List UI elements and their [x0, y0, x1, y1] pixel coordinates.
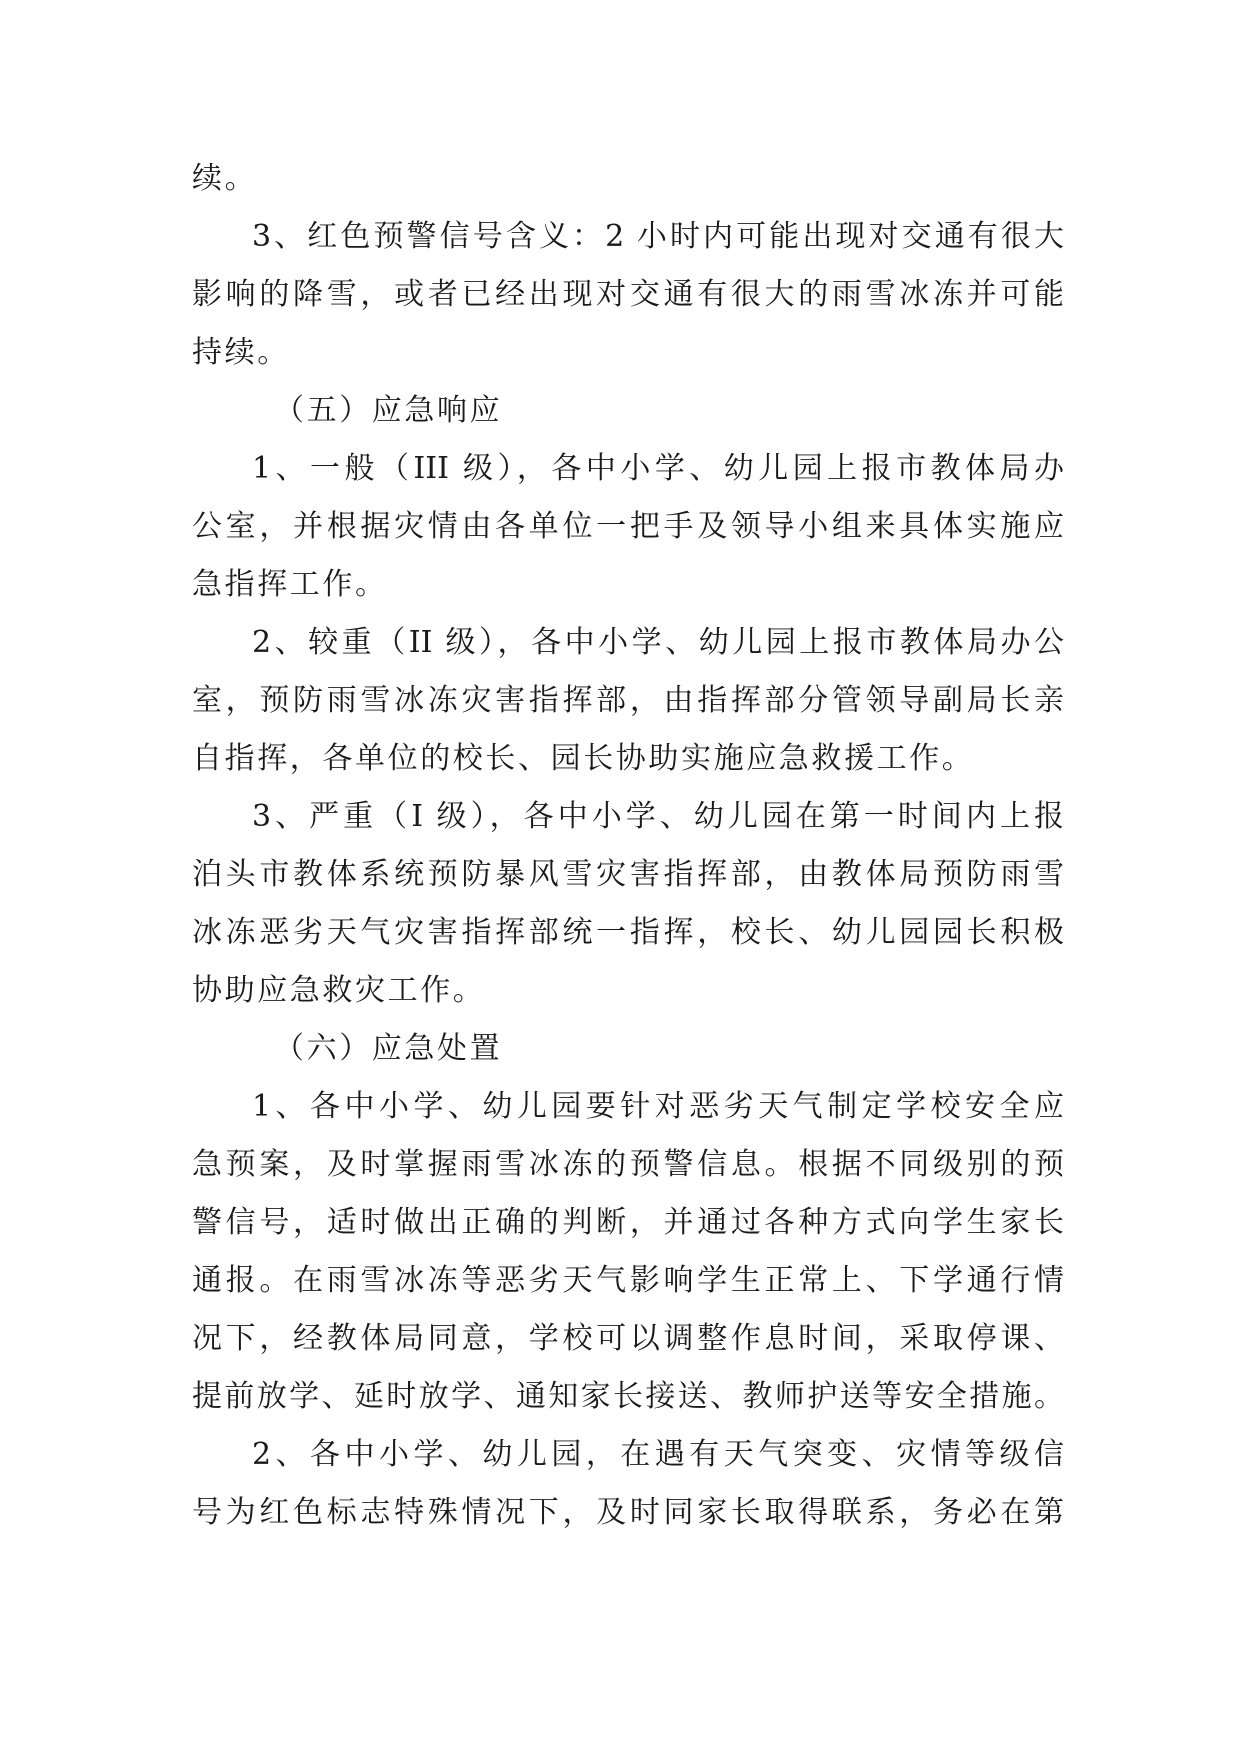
document-body: [192, 150, 1064, 1542]
section-heading: （五）应急响应: [274, 393, 503, 428]
text-line: 急指挥工作。: [192, 567, 388, 602]
text-line: 2、各中小学、幼儿园，在遇有天气突变、灾情等级信: [252, 1437, 1064, 1472]
text-line: 通报。在雨雪冰冻等恶劣天气影响学生正常上、下学通行情: [192, 1263, 1064, 1298]
text-line: 公室，并根据灾情由各单位一把手及领导小组来具体实施应: [192, 509, 1064, 544]
text-line: 冰冻恶劣天气灾害指挥部统一指挥，校长、幼儿园园长积极: [192, 915, 1064, 950]
text-line: 续。: [192, 161, 258, 196]
section-heading-emergency-response: [192, 382, 1064, 440]
text-line: 自指挥，各单位的校长、园长协助实施应急救援工作。: [192, 741, 975, 776]
text-line: 3、红色预警信号含义：2 小时内可能出现对交通有很大: [252, 219, 1064, 254]
paragraph-level-3: [192, 440, 1064, 614]
text-line: 3、严重（I 级），各中小学、幼儿园在第一时间内上报: [252, 799, 1064, 834]
text-line: 1、一般（III 级），各中小学、幼儿园上报市教体局办: [252, 451, 1064, 486]
text-line: 1、各中小学、幼儿园要针对恶劣天气制定学校安全应: [252, 1089, 1064, 1124]
section-heading: （六）应急处置: [274, 1031, 503, 1066]
paragraph-level-1: [192, 788, 1064, 1020]
paragraph-handling-2: [192, 1426, 1064, 1542]
paragraph-handling-1: [192, 1078, 1064, 1426]
section-heading-emergency-handling: [192, 1020, 1064, 1078]
text-line: 影响的降雪，或者已经出现对交通有很大的雨雪冰冻并可能: [192, 277, 1064, 312]
paragraph-red-warning: [192, 208, 1064, 382]
text-line: 号为红色标志特殊情况下，及时同家长取得联系，务必在第: [192, 1495, 1064, 1530]
paragraph-continuation: [192, 150, 1064, 208]
text-line: 警信号，适时做出正确的判断，并通过各种方式向学生家长: [192, 1205, 1064, 1240]
text-line: 2、较重（II 级），各中小学、幼儿园上报市教体局办公: [252, 625, 1064, 660]
paragraph-level-2: [192, 614, 1064, 788]
text-line: 况下，经教体局同意，学校可以调整作息时间，采取停课、: [192, 1321, 1064, 1356]
text-line: 泊头市教体系统预防暴风雪灾害指挥部，由教体局预防雨雪: [192, 857, 1064, 892]
text-line: 提前放学、延时放学、通知家长接送、教师护送等安全措施。: [192, 1379, 1064, 1414]
text-line: 急预案，及时掌握雨雪冰冻的预警信息。根据不同级别的预: [192, 1147, 1064, 1182]
text-line: 协助应急救灾工作。: [192, 973, 486, 1008]
text-line: 持续。: [192, 335, 290, 370]
text-line: 室，预防雨雪冰冻灾害指挥部，由指挥部分管领导副局长亲: [192, 683, 1064, 718]
